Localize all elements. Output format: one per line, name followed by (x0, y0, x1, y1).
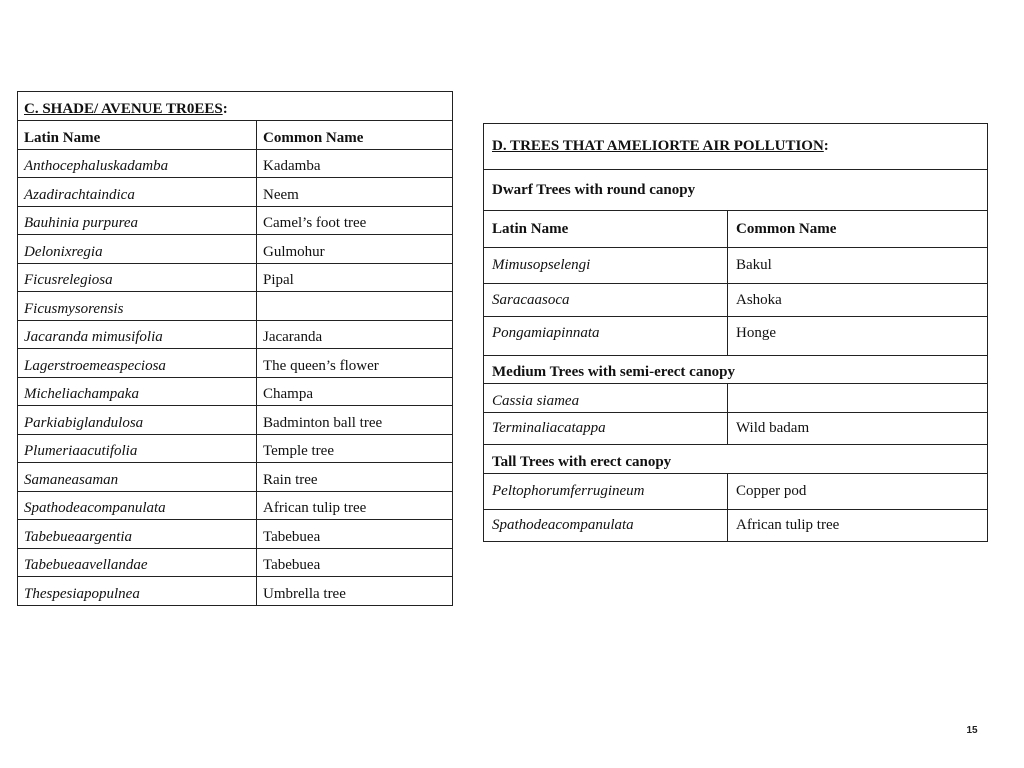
latin-name-cell: Lagerstroemeaspeciosa (18, 349, 257, 377)
common-name-header: Common Name (736, 220, 837, 237)
common-name-cell: Neem (263, 186, 299, 203)
common-name-cell: Badminton ball tree (263, 414, 383, 431)
common-name-cell: Tabebuea (263, 528, 321, 545)
table-row (18, 149, 452, 178)
latin-name-cell: Saracaasoca (484, 284, 728, 316)
common-name-cell (257, 292, 452, 320)
common-name-cell: Temple tree (263, 443, 334, 459)
latin-name-cell: Spathodeacompanulata (484, 510, 728, 541)
latin-name-header: Latin Name (484, 211, 728, 247)
latin-name-cell: Anthocephaluskadamba (18, 150, 257, 178)
table-row (484, 247, 987, 283)
common-name-cell: Champa (263, 386, 313, 402)
common-name-cell: Umbrella tree (263, 585, 346, 602)
common-name-cell: Honge (736, 325, 776, 341)
table-row (18, 206, 452, 235)
table-row (18, 519, 452, 548)
common-name-cell: African tulip tree (736, 517, 840, 533)
latin-name-cell: Tabebueaargentia (18, 520, 257, 548)
table-row (18, 291, 452, 320)
latin-name-cell: Thespesiapopulnea (18, 577, 257, 605)
table-row (18, 576, 452, 605)
latin-name-cell: Delonixregia (18, 235, 257, 263)
common-name-header: Common Name (263, 129, 364, 146)
table-header-row (484, 210, 987, 247)
common-name-cell: Copper pod (736, 483, 807, 499)
common-name-cell: Jacaranda (263, 329, 323, 345)
latin-name-cell: Spathodeacompanulata (18, 492, 257, 520)
table-row (18, 462, 452, 491)
table-row (18, 320, 452, 349)
table-row (484, 316, 987, 355)
table-title: C. SHADE/ AVENUE TR0EES : (24, 101, 228, 117)
shade-avenue-trees-table (17, 91, 453, 606)
table-row (18, 377, 452, 406)
table-row (484, 473, 987, 509)
latin-name-cell: Parkiabiglandulosa (18, 406, 257, 434)
latin-name-cell: Azadirachtaindica (18, 178, 257, 206)
latin-name-cell: Peltophorumferrugineum (484, 474, 728, 509)
table-row (484, 283, 987, 316)
section-heading-row (484, 444, 987, 473)
latin-name-cell: Plumeriaacutifolia (18, 435, 257, 463)
table-title-row (484, 124, 987, 169)
latin-name-cell: Bauhinia purpurea (18, 207, 257, 235)
page-number: 15 (966, 725, 978, 736)
table-row (484, 383, 987, 412)
latin-name-cell: Ficusmysorensis (18, 292, 257, 320)
table-title: D. TREES THAT AMELIORTE AIR POLLUTION : (492, 138, 829, 154)
common-name-cell: Bakul (736, 257, 772, 273)
latin-name-cell: Samaneasaman (18, 463, 257, 491)
latin-name-cell: Cassia siamea (484, 384, 728, 412)
common-name-cell: Kadamba (263, 158, 321, 174)
latin-name-cell: Micheliachampaka (18, 378, 257, 406)
section-heading: Tall Trees with erect canopy (492, 454, 672, 470)
table-title-row (18, 92, 452, 120)
latin-name-cell: Mimusopselengi (484, 248, 728, 283)
common-name-cell: Gulmohur (263, 243, 325, 260)
common-name-cell: Ashoka (736, 291, 782, 308)
latin-name-header: Latin Name (18, 121, 257, 149)
section-heading-row (484, 169, 987, 210)
common-name-cell: Tabebuea (263, 557, 321, 573)
table-row (18, 491, 452, 520)
latin-name-cell: Jacaranda mimusifolia (18, 321, 257, 349)
table-row (18, 548, 452, 577)
table-row (18, 263, 452, 292)
table-row (18, 434, 452, 463)
table-row (484, 412, 987, 444)
latin-name-cell: Pongamiapinnata (484, 317, 728, 355)
table-row (18, 177, 452, 206)
section-heading-row (484, 355, 987, 383)
common-name-cell: Rain tree (263, 471, 318, 488)
latin-name-cell: Terminaliacatappa (484, 413, 728, 444)
air-pollution-trees-table (483, 123, 988, 542)
latin-name-cell: Tabebueaavellandae (18, 549, 257, 577)
common-name-cell (728, 384, 987, 412)
table-row (18, 234, 452, 263)
common-name-cell: The queen’s flower (263, 357, 379, 374)
common-name-cell: African tulip tree (263, 500, 367, 516)
table-row (484, 509, 987, 541)
section-heading: Medium Trees with semi-erect canopy (492, 364, 736, 380)
latin-name-cell: Ficusrelegiosa (18, 264, 257, 292)
table-row (18, 405, 452, 434)
table-header-row (18, 120, 452, 149)
section-heading: Dwarf Trees with round canopy (492, 181, 696, 198)
table-row (18, 348, 452, 377)
common-name-cell: Pipal (263, 272, 294, 288)
common-name-cell: Wild badam (736, 420, 810, 436)
common-name-cell: Camel’s foot tree (263, 215, 367, 231)
